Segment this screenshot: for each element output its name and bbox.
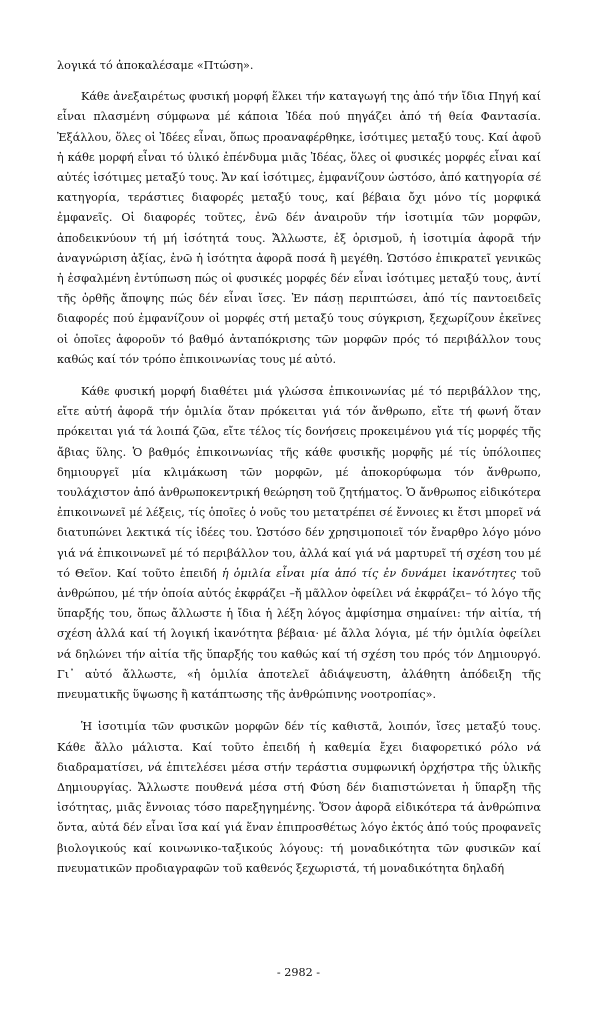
- paragraph-1: λογικά τό ἀποκαλέσαμε «Πτώση».: [57, 59, 254, 72]
- paragraph-3-text-end: τοῦ ἀνθρώπου, μέ τήν ὁποία αὐτός ἐκφράζει –ἤ μᾶλλον ὀφείλει νά ἐκφράζει– τό λόγο τῆς ὕπαρξής του, ὅπως ἄλλωστε ἡ ἴδια ἡ λέξη λόγος ἀμφίσημα σημαίνει: τήν αἰτία, τή σχέση ἀλλά καί τή λογική ἱκανότητα βέβαια· μέ ἄλλα λόγια, μέ τήν ὁμιλία ὀφείλει νά δηλώνει τήν αἰτία τῆς ὕπαρξής του καθώς καί τή σχέση του πρός τόν Δημιουργό. Γι᾽ αὐτό ἄλλωστε, «ἡ ὁμιλία ἀποτελεῖ ἀδιάψευστη, ἀλάθητη ἀπόδειξη τῆς πνευματικῆς ὕψωσης ἢ κατάπτωσης τῆς ἀνθρώπινης νοοτροπίας».: [57, 566, 541, 702]
- paragraph-3: [57, 382, 541, 705]
- paragraph-4: Ἡ ἰσοτιμία τῶν φυσικῶν μορφῶν δέν τίς καθιστᾶ, λοιπόν, ἴσες μεταξύ τους. Κάθε ἄλλο μάλιστα. Καί τοῦτο ἐπειδή ἡ καθεμία ἔχει διαφορετικό ρόλο νά διαδραματίσει, νά ἐπιτελέσει μέσα στήν τεράστια συμφωνική ὀρχήστρα τῆς ὑλικῆς Δημιουργίας. Ἄλλωστε πουθενά μέσα στή Φύση δέν διαπιστώνεται ἡ ὕπαρξη τῆς ἰσότητας, μιᾶς ἔννοιας τόσο παρεξηγημένης. Ὅσον ἀφορᾶ εἰδικότερα τά ἀνθρώπινα ὄντα, αὐτά δέν εἶναι ἴσα καί γιά ἕναν ἐπιπροσθέτως λόγο ἐκτός ἀπό τούς προφανεῖς βιολογικούς καί κοινωνικο-ταξικούς λόγους: τή μοναδικότητα τῶν φυσικῶν καί πνευματικῶν προδιαγραφῶν τοῦ καθενός ξεχωριστά, τή μοναδικότητα δηλαδή: [57, 720, 541, 875]
- page-body: [57, 56, 541, 891]
- page-number: - 2982 -: [276, 966, 321, 979]
- paragraph-3-emphasis: ἡ ὁμιλία εἶναι μία ἀπό τίς ἐν δυνάμει ἱκανότητες: [221, 566, 517, 580]
- paragraph-2: Κάθε ἀνεξαιρέτως φυσική μορφή ἕλκει τήν καταγωγή της ἀπό τήν ἴδια Πηγή καί εἶναι πλασμένη σύμφωνα μέ κάποια Ἰδέα πού πηγάζει ἀπό τή θεία Φαντασία. Ἐξάλλου, ὅλες οἱ Ἰδέες εἶναι, ὅπως προαναφέρθηκε, ἰσότιμες μεταξύ τους. Καί ἀφοῦ ἡ κάθε μορφή εἶναι τό ὑλικό ἐπένδυμα μιᾶς Ἰδέας, ὅλες οἱ φυσικές μορφές εἶναι καί αὐτές ἰσότιμες μεταξύ τους. Ἄν καί ἰσότιμες, ἐμφανίζουν ὡστόσο, ἀπό κατηγορία σέ κατηγορία, τεράστιες διαφορές μεταξύ τους, καί βέβαια ὄχι μόνο τίς μορφικά ἐμφανεῖς. Οἱ διαφορές τοῦτες, ἐνῶ δέν ἀναιροῦν τήν ἰσοτιμία τῶν μορφῶν, ἀποδεικνύουν τή μή ἰσότητά τους. Ἄλλωστε, ἐξ ὁρισμοῦ, ἡ ἰσοτιμία ἀφορᾶ τήν ἀναγνώριση ἀξίας, ἐνῶ ἡ ἰσότητα ἀφορᾶ ποσά ἢ μεγέθη. Ὡστόσο ἐπικρατεῖ γενικῶς ἡ ἐσφαλμένη ἐντύπωση πώς οἱ φυσικές μορφές δέν εἶναι ἰσότιμες μεταξύ τους, ἀντί τῆς ὀρθῆς ἄποψης πώς δέν εἶναι ἴσες. Ἐν πάσῃ περιπτώσει, ἀπό τίς παντοειδεῖς διαφορές πού ἐμφανίζουν οἱ μορφές στή μεταξύ τους σύγκριση, ξεχωρίζουν ἐκεῖνες οἱ ὁποῖες ἀφοροῦν τό βαθμό ἀνταπόκρισης τῶν μορφῶν πρός τό περιβάλλον τους καθώς καί τόν τρόπο ἐπικοινωνίας τους μέ αὐτό.: [57, 90, 541, 366]
- paragraph-3-text-start: Κάθε φυσική μορφή διαθέτει μιά γλώσσα ἐπικοινωνίας μέ τό περιβάλλον της, εἴτε αὐτή ἀφορᾶ τήν ὁμιλία ὅταν πρόκειται γιά τόν ἄνθρωπο, εἴτε τή φωνή ὅταν πρόκειται γιά τά λοιπά ζῶα, εἴτε τέλος τίς δονήσεις προκειμένου γιά τίς μορφές τῆς ἄβιας ὕλης. Ὁ βαθμός ἐπικοινωνίας τῆς κάθε φυσικῆς μορφῆς μέ τίς ὑπόλοιπες δημιουργεῖ μία κλιμάκωση τῶν μορφῶν, μέ ἀποκορύφωμα τόν ἄνθρωπο, τουλάχιστον ἀπό ἀνθρωποκεντρική θεώρηση τοῦ ζητήματος. Ὁ ἄνθρωπος εἰδικότερα ἐπικοινωνεῖ μέ λέξεις, τίς ὁποῖες ὁ νοῦς του μετατρέπει σέ ἔννοιες κι ἔτσι μπορεῖ νά διατυπώνει λεκτικά τίς ἰδέες του. Ὡστόσο δέν χρησιμοποιεῖ τόν ἔναρθρο λόγο μόνο γιά νά ἐπικοινωνεῖ μέ τό περιβάλλον του, ἀλλά καί γιά νά μαρτυρεῖ τή σχέση του μέ τό Θεῖον. Καί τοῦτο ἐπειδή: [57, 385, 541, 580]
